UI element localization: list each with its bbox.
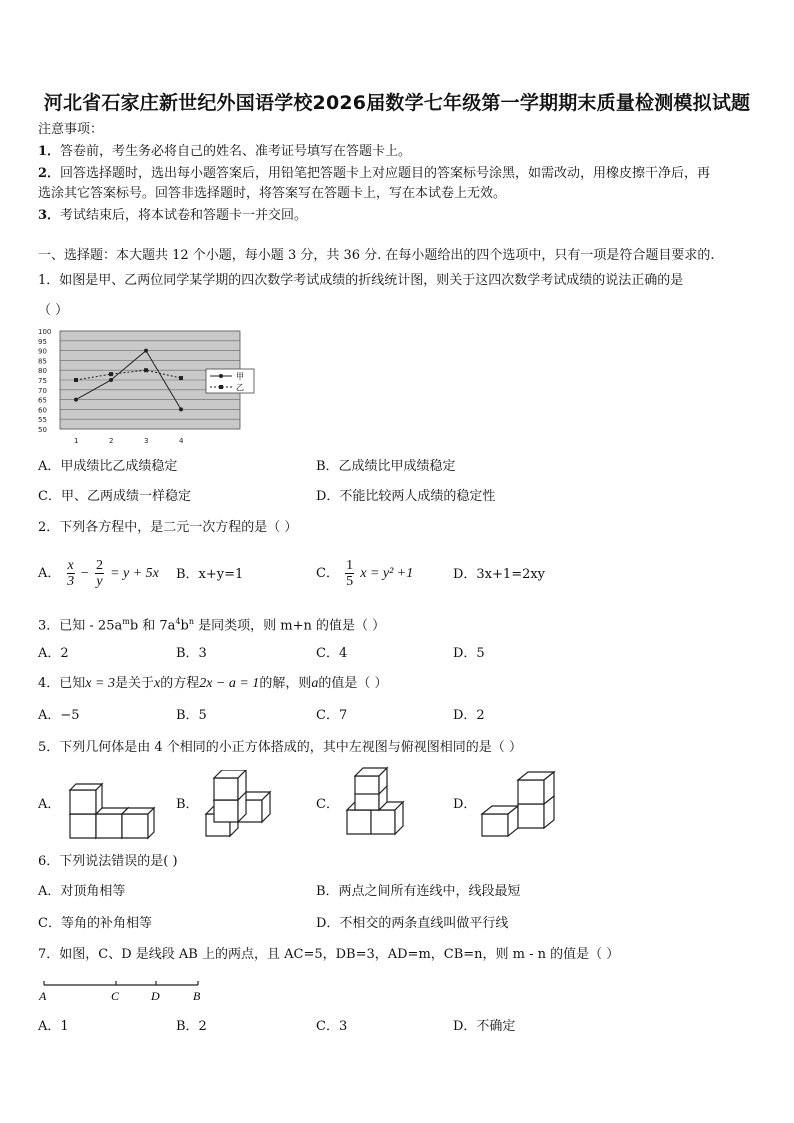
point-label-a: A xyxy=(39,989,47,1003)
q3-option-d: D．5 xyxy=(453,646,485,661)
notice-item-2-cont: 选涂其它答案标号。回答非选择题时，将答案写在答题卡上，写在本试卷上无效。 xyxy=(38,186,507,201)
q3-option-a: A．2 xyxy=(38,646,69,661)
y-tick-label-80: 80 xyxy=(38,367,47,376)
data-point-yi-2 xyxy=(109,372,113,376)
q3-option-b: B．3 xyxy=(176,646,207,661)
notice-heading: 注意事项： xyxy=(38,122,104,137)
q3-option-c: C．4 xyxy=(316,646,348,661)
q7-option-c: C．3 xyxy=(316,1019,348,1034)
legend-box xyxy=(206,369,254,393)
y-tick-label-50: 50 xyxy=(38,426,47,434)
q5-label-c: C． xyxy=(316,797,339,812)
point-label-b: B xyxy=(193,989,201,1003)
y-axis-ticks xyxy=(38,328,51,434)
q2-option-c: C． $\frac{1}{5}$ x = y² +1 xyxy=(316,558,414,589)
solid-a-figure xyxy=(64,772,168,840)
section-header: 一、选择题：本大题共 12 个小题，每小题 3 分，共 36 分. 在每小题给出的四个选项中，只有一项是符合题目要求的. xyxy=(38,248,715,263)
y-tick-label-90: 90 xyxy=(38,347,47,356)
solid-d xyxy=(482,772,554,836)
x-axis-ticks xyxy=(74,437,184,445)
page-title: 河北省石家庄新世纪外国语学校2026届数学七年级第一学期期末质量检测模拟试题 xyxy=(43,92,751,114)
q4-option-b: B．5 xyxy=(176,708,207,723)
point-label-c: C xyxy=(111,989,120,1003)
x-tick-label-1: 1 xyxy=(74,437,79,445)
q1-stem: 1．如图是甲、乙两位同学某学期的四次数学考试成绩的折线统计图，则关于这四次数学考试成绩的说法正确的是 xyxy=(38,273,684,288)
q6-option-c: C．等角的补角相等 xyxy=(38,916,152,931)
data-point-jia-4 xyxy=(179,407,183,411)
y-tick-label-70: 70 xyxy=(38,386,47,395)
q2-option-a: A． $\frac{x}{3}$ − $\frac{2}{y}$ = y + 5x xyxy=(38,558,159,589)
notice-item-1: 1．答卷前，考生务必将自己的姓名、准考证号填写在答题卡上。 xyxy=(38,144,412,159)
q7-option-b: B．2 xyxy=(176,1019,207,1034)
fraction-1-over-5: $\frac{1}{5}$ xyxy=(346,558,354,589)
y-tick-label-100: 100 xyxy=(38,328,52,336)
legend-marker-yi xyxy=(219,385,223,389)
q3-stem: 3．已知 - $25a^mb$ 和 $7a^4b^n$ 是同类项，则 m+n 的值是（ ） xyxy=(38,617,386,634)
q1-paren: （ ） xyxy=(38,303,69,318)
solid-d-figure xyxy=(478,768,562,840)
q1-option-a: A．甲成绩比乙成绩稳定 xyxy=(38,459,178,474)
q5-label-d: D． xyxy=(453,797,477,812)
q6-option-d: D．不相交的两条直线叫做平行线 xyxy=(316,916,509,931)
data-point-jia-2 xyxy=(109,378,113,382)
q2-option-d: D．3x+1=2xy xyxy=(453,567,546,582)
solid-c-figure xyxy=(343,766,413,838)
q6-stem: 6．下列说法错误的是( ) xyxy=(38,854,178,869)
q6-option-b: B．两点之间所有连线中，线段最短 xyxy=(316,884,521,899)
legend-label-jia: 甲 xyxy=(236,372,244,381)
y-tick-label-95: 95 xyxy=(38,337,47,346)
q1-option-d: D．不能比较两人成绩的稳定性 xyxy=(316,489,496,504)
q1-option-c: C．甲、乙两成绩一样稳定 xyxy=(38,489,191,504)
fraction-x-over-3: $\frac{x}{3}$ xyxy=(67,558,75,589)
q2-option-b: B．x+y=1 xyxy=(176,567,244,582)
notice-item-2: 2．回答选择题时，选出每小题答案后，用铅笔把答题卡上对应题目的答案标号涂黑，如需改动，用橡皮擦干净后，再 xyxy=(38,166,711,181)
q7-option-a: A．1 xyxy=(38,1019,69,1034)
x-tick-label-3: 3 xyxy=(144,437,149,445)
legend-label-yi: 乙 xyxy=(236,383,244,392)
solid-b xyxy=(206,770,270,836)
data-point-yi-4 xyxy=(179,376,183,380)
fraction-2-over-y: $\frac{2}{y}$ xyxy=(95,558,103,589)
q5-stem: 5．下列几何体是由 4 个相同的小正方体搭成的，其中左视图与俯视图相同的是（ ） xyxy=(38,740,522,755)
q4-stem: 4．已知x = 3是关于x的方程2x − a = 1的解，则a的值是（ ） xyxy=(38,676,388,691)
line-chart xyxy=(36,326,260,448)
x-tick-label-2: 2 xyxy=(109,437,114,445)
q2-stem: 2．下列各方程中，是二元一次方程的是（ ） xyxy=(38,520,298,535)
q6-option-a: A．对顶角相等 xyxy=(38,884,126,899)
data-point-yi-3 xyxy=(144,368,148,372)
point-label-d: D xyxy=(151,989,160,1003)
solid-b-figure xyxy=(202,770,282,840)
notice-item-3: 3．考试结束后，将本试卷和答题卡一并交回。 xyxy=(38,208,308,223)
y-tick-label-60: 60 xyxy=(38,406,47,415)
y-tick-label-65: 65 xyxy=(38,396,47,405)
q4-option-c: C．7 xyxy=(316,708,348,723)
segment-figure xyxy=(36,976,216,1006)
solid-c xyxy=(347,768,403,834)
solid-a xyxy=(70,784,154,838)
q5-label-a: A． xyxy=(38,797,61,812)
q1-option-b: B．乙成绩比甲成绩稳定 xyxy=(316,459,456,474)
y-tick-label-85: 85 xyxy=(38,357,47,366)
data-point-jia-1 xyxy=(74,398,78,402)
y-tick-label-75: 75 xyxy=(38,377,47,385)
q5-label-b: B． xyxy=(176,797,199,812)
data-point-yi-1 xyxy=(74,378,78,382)
q4-option-d: D．2 xyxy=(453,708,485,723)
legend-marker-jia xyxy=(219,374,223,378)
q7-option-d: D．不确定 xyxy=(453,1019,516,1034)
q7-stem: 7．如图，C、D 是线段 AB 上的两点，且 AC=5，DB=3，AD=m，CB=n，则 m - n 的值是（ ） xyxy=(38,947,620,962)
q4-option-a: A．−5 xyxy=(38,708,80,723)
y-tick-label-55: 55 xyxy=(38,416,47,425)
legend xyxy=(206,369,254,393)
data-point-jia-3 xyxy=(144,349,148,353)
x-tick-label-4: 4 xyxy=(179,437,184,445)
